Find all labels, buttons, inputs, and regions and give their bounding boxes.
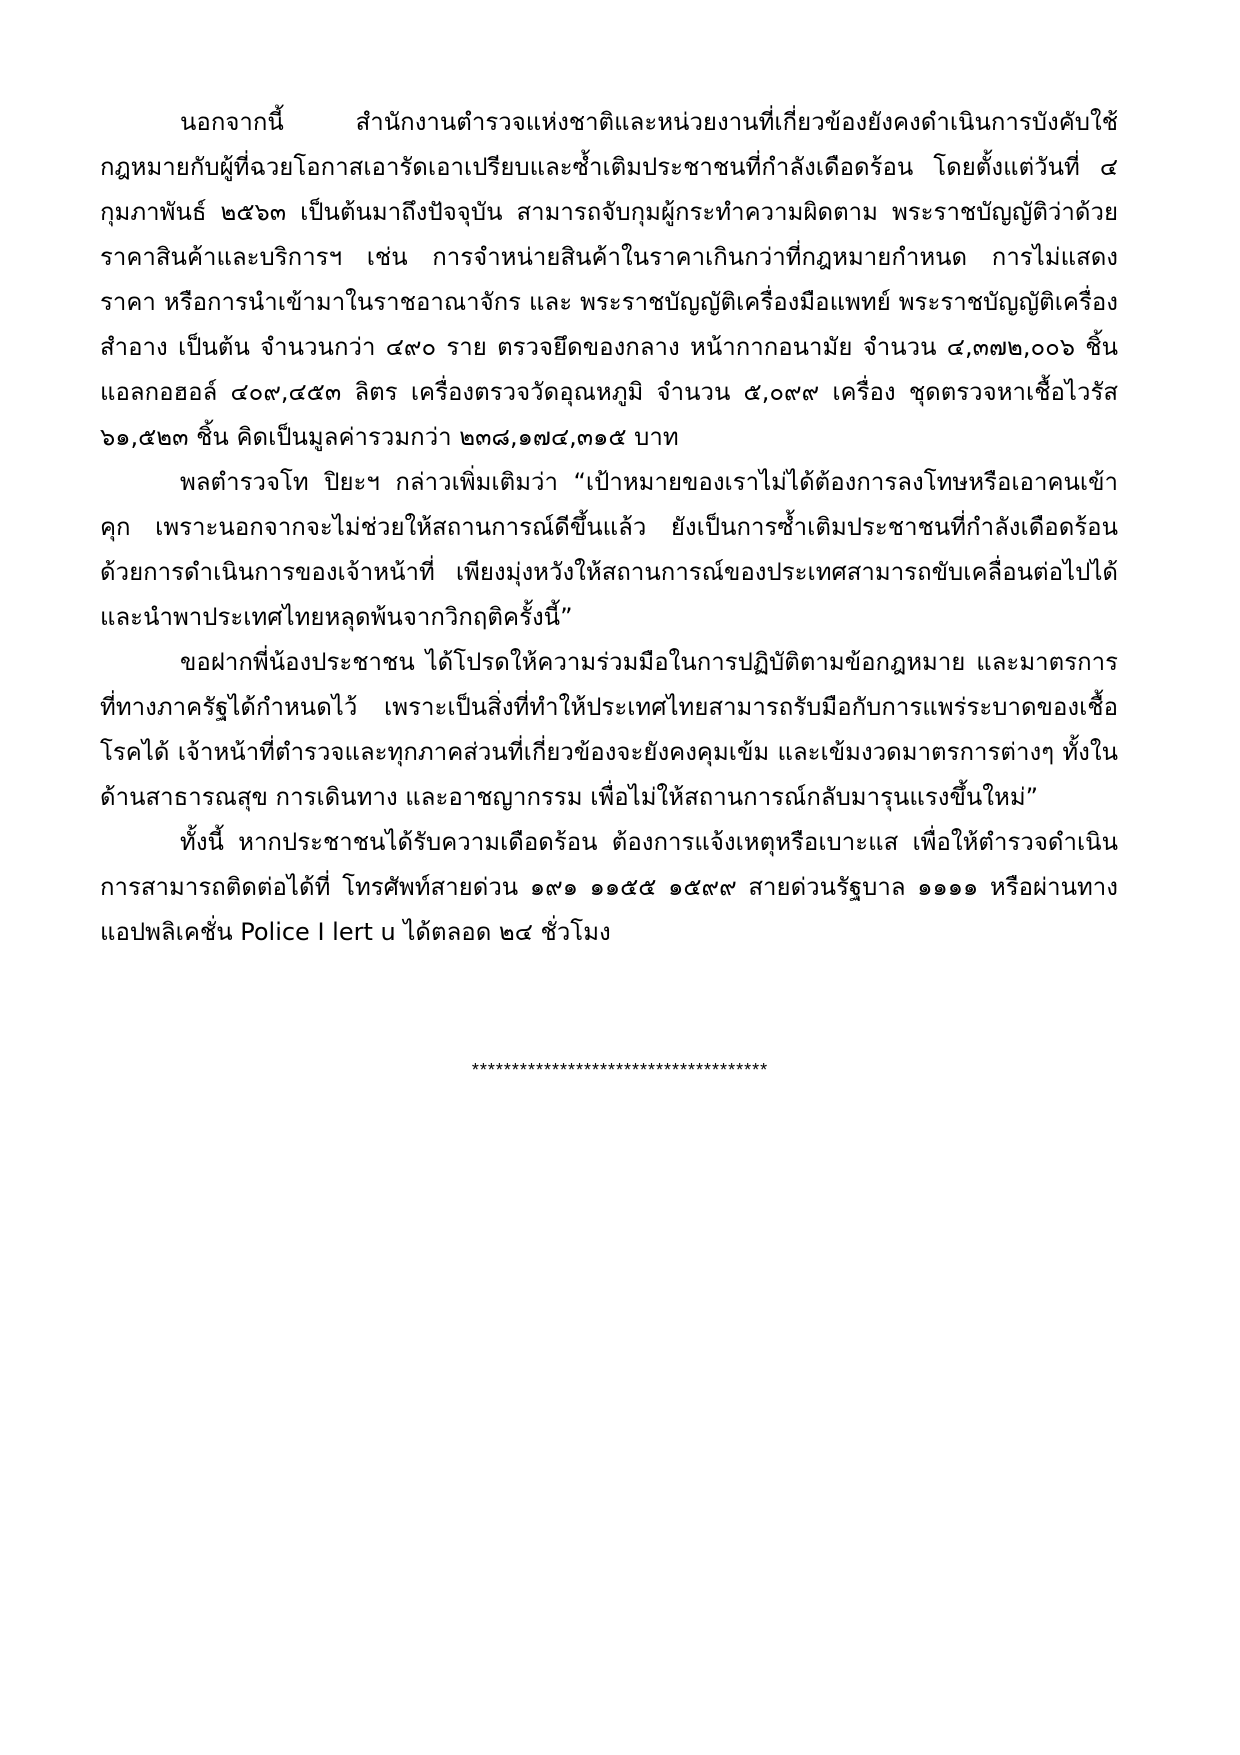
document-body xyxy=(100,100,1118,955)
paragraph-contact-hotlines: ทั้งนี้ หากประชาชนได้รับความเดือดร้อน ต้องการแจ้งเหตุหรือเบาะแส เพื่อให้ตำรวจดำเนินการสามารถติดต่อได้ที่ โทรศัพท์สายด่วน ๑๙๑ ๑๑๕๕ ๑๕๙๙ สายด่วนรัฐบาล ๑๑๑๑ หรือผ่านทางแอปพลิเคชั่น Police I lert u ได้ตลอด ๒๔ ชั่วโมง xyxy=(100,828,1118,946)
paragraph-public-cooperation: ขอฝากพี่น้องประชาชน ได้โปรดให้ความร่วมมือในการปฏิบัติตามข้อกฎหมาย และมาตรการที่ทางภาครัฐได้กำหนดไว้ เพราะเป็นสิ่งที่ทำให้ประเทศไทยสามารถรับมือกับการแพร่ระบาดของเชื้อโรคได้ เจ้าหน้าที่ตำรวจและทุกภาคส่วนที่เกี่ยวข้องจะยังคงคุมเข้ม และเข้มงวดมาตรการต่างๆ ทั้งในด้านสาธารณสุข การเดินทาง และอาชญากรรม เพื่อไม่ให้สถานการณ์กลับมารุนแรงขึ้นใหม่” xyxy=(100,648,1118,811)
paragraph-law-enforcement: นอกจากนี้ สำนักงานตำรวจแห่งชาติและหน่วยงานที่เกี่ยวข้องยังคงดำเนินการบังคับใช้กฎหมายกับผู้ที่ฉวยโอกาสเอารัดเอาเปรียบและซ้ำเติมประชาชนที่กำลังเดือดร้อน โดยตั้งแต่วันที่ ๔ กุมภาพันธ์ ๒๕๖๓ เป็นต้นมาถึงปัจจุบัน สามารถจับกุมผู้กระทำความผิดตาม พระราชบัญญัติว่าด้วยราคาสินค้าและบริการฯ เช่น การจำหน่ายสินค้าในราคาเกินกว่าที่กฎหมายกำหนด การไม่แสดงราคา หรือการนำเข้ามาในราชอาณาจักร และ พระราชบัญญัติเครื่องมือแพทย์ พระราชบัญญัติเครื่องสำอาง เป็นต้น จำนวนกว่า ๔๙๐ ราย ตรวจยึดของกลาง หน้ากากอนามัย จำนวน ๔,๓๗๒,๐๐๖ ชิ้น แอลกอฮอล์ ๔๐๙,๔๕๓ ลิตร เครื่องตรวจวัดอุณหภูมิ จำนวน ๕,๐๙๙ เครื่อง ชุดตรวจหาเชื้อไวรัส ๖๑,๕๒๓ ชิ้น คิดเป็นมูลค่ารวมกว่า ๒๓๘,๑๗๔,๓๑๕ บาท xyxy=(100,108,1119,451)
end-separator: ************************************* xyxy=(471,1060,769,1080)
paragraph-police-statement: พลตำรวจโท ปิยะฯ กล่าวเพิ่มเติมว่า “เป้าหมายของเราไม่ได้ต้องการลงโทษหรือเอาคนเข้าคุก เพราะนอกจากจะไม่ช่วยให้สถานการณ์ดีขึ้นแล้ว ยังเป็นการซ้ำเติมประชาชนที่กำลังเดือดร้อนด้วยการดำเนินการของเจ้าหน้าที่ เพียงมุ่งหวังให้สถานการณ์ของประเทศสามารถขับเคลื่อนต่อไปได้ และนำพาประเทศไทยหลุดพ้นจากวิกฤติครั้งนี้” xyxy=(100,468,1118,631)
